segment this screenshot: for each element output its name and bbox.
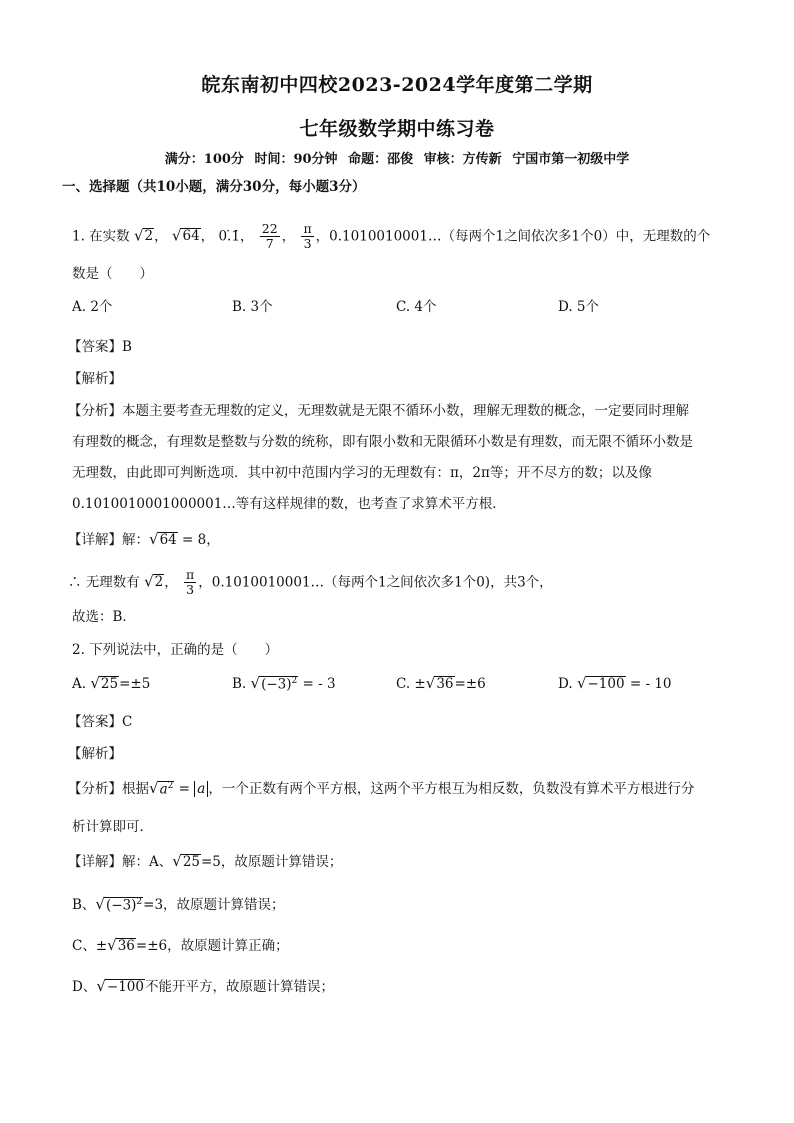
frac-num: 22 bbox=[261, 221, 278, 236]
sqrt-icon: √ bbox=[144, 572, 154, 591]
option-tail: = - 10 bbox=[629, 676, 672, 692]
q2-option-b bbox=[232, 674, 336, 692]
sqrt-icon: √ bbox=[149, 530, 159, 548]
sqrt-icon: √ bbox=[133, 226, 144, 245]
q2-detail-d bbox=[72, 975, 334, 995]
q1-option-b: B. 3个 bbox=[232, 299, 273, 315]
q2-stem: 2. 下列说法中，正确的是（ ） bbox=[72, 642, 279, 658]
frac-den: 7 bbox=[265, 236, 274, 252]
detail-prefix: 【详解】解： bbox=[68, 532, 149, 548]
sqrt-icon: √ bbox=[250, 674, 261, 692]
frac-den: 3 bbox=[186, 582, 195, 598]
radicand-text: (−3) bbox=[105, 897, 137, 913]
sqrt-icon: √ bbox=[171, 226, 182, 245]
detail-radicand: −100 bbox=[106, 979, 144, 995]
option-radicand: 25 bbox=[100, 676, 119, 692]
sqrt-icon: √ bbox=[90, 674, 100, 692]
q2-analysis-line2: 析计算即可． bbox=[72, 819, 153, 835]
q1-answer: 【答案】B bbox=[68, 339, 132, 355]
sqrt-icon: √ bbox=[107, 936, 117, 954]
option-tail: = - 3 bbox=[302, 676, 336, 692]
sqrt-icon: √ bbox=[96, 977, 106, 995]
q1-option-d: D. 5个 bbox=[558, 299, 600, 315]
q1-choose: 故选：B． bbox=[72, 609, 136, 625]
q1-repeating-decimal: 0.̇1̇ bbox=[218, 228, 240, 245]
q1-analysis-line: 有理数的概念，有理数是整数与分数的统称，即有限小数和无限循环小数是有理数，而无限不循环小数是 bbox=[72, 434, 693, 450]
analysis-abs: a bbox=[194, 781, 208, 797]
q2-answer: 【答案】C bbox=[68, 714, 133, 730]
analysis-radicand: $a^2$ bbox=[159, 780, 174, 797]
conclusion-suffix: ，0.1010010001…（每两个1之间依次多1个0)，共3个， bbox=[198, 574, 553, 591]
sqrt-icon: √ bbox=[149, 779, 159, 797]
meta-author: 命题：邵俊 bbox=[348, 152, 414, 167]
sqrt-icon: √ bbox=[172, 852, 182, 870]
meta-time: 时间：90分钟 bbox=[254, 152, 338, 167]
q2-option-c bbox=[396, 674, 486, 692]
q2-option-d bbox=[558, 674, 672, 692]
q1-option-a: A. 2个 bbox=[72, 299, 113, 315]
q1-suffix: ，0.1010010001…（每两个1之间依次多1个0）中，无理数的个 bbox=[315, 228, 711, 245]
sqrt-icon: √ bbox=[95, 895, 105, 913]
exam-subtitle: 七年级数学期中练习卷 bbox=[299, 118, 495, 140]
section-heading: 一、选择题（共10小题，满分30分，每小题3分） bbox=[62, 179, 366, 195]
detail-radicand: 25 bbox=[182, 854, 200, 870]
sqrt-icon: √ bbox=[425, 674, 436, 692]
analysis-suffix: ，一个正数有两个平方根，这两个平方根互为相反数，负数没有算术平方根进行分 bbox=[208, 781, 695, 797]
q1-conclusion: ∴ 无理数有 √2， $\frac{\pi}{3}$ ，0.1010010001…（每两个1之间依次多1个0)，共3个， bbox=[68, 567, 553, 598]
option-label: B. bbox=[232, 676, 247, 692]
meta-score: 满分：100分 bbox=[164, 152, 244, 167]
frac-num: π bbox=[186, 567, 195, 582]
q2-detail-c bbox=[72, 934, 289, 954]
option-radicand: −100 bbox=[587, 676, 625, 692]
q1-prefix: 1. 在实数 bbox=[72, 228, 130, 245]
meta-school: 宁国市第一初级中学 bbox=[512, 152, 630, 167]
radicand-text: a bbox=[159, 781, 168, 797]
detail-prefix: D、 bbox=[72, 979, 97, 995]
radicand-text: (−3) bbox=[261, 676, 292, 692]
sqrt-icon: √ bbox=[576, 674, 587, 692]
detail-prefix: C、± bbox=[72, 938, 108, 954]
q1-analysis-line: 【分析】本题主要考查无理数的定义，无理数就是无限不循环小数，理解无理数的概念，一定要同时理解 bbox=[68, 403, 689, 419]
q1-frac-22-7 bbox=[260, 222, 280, 252]
q1-option-c: C. 4个 bbox=[396, 299, 437, 315]
exam-title: 皖东南初中四校2023-2024学年度第二学期 bbox=[201, 74, 593, 96]
q2-analysis-label: 【解析】 bbox=[68, 746, 122, 762]
detail-radicand: 36 bbox=[117, 938, 135, 954]
option-label: A. bbox=[72, 676, 87, 692]
option-tail: =±6 bbox=[454, 676, 486, 692]
option-label: D. bbox=[558, 676, 573, 692]
conclusion-frac-pi-3 bbox=[184, 568, 196, 598]
q2-option-a bbox=[72, 674, 150, 692]
meta-reviewer: 审核：方传新 bbox=[423, 152, 502, 167]
option-label: C. ± bbox=[396, 676, 426, 692]
detail-tail: =5，故原题计算错误； bbox=[201, 854, 343, 870]
detail-prefix: B、 bbox=[72, 897, 96, 913]
option-radicand: 36 bbox=[436, 676, 454, 692]
detail-radicand: $(-3)^2$ bbox=[105, 896, 143, 913]
detail-result: = 8， bbox=[182, 532, 220, 548]
conclusion-radicand: 2 bbox=[154, 574, 164, 591]
option-radicand: $(-3)^2$ bbox=[261, 675, 298, 692]
q1-sqrt2: 2 bbox=[144, 228, 154, 245]
detail-tail: 不能开平方，故原题计算错误； bbox=[144, 979, 334, 995]
q2-detail-b bbox=[72, 893, 285, 913]
q1-stem: 1. 在实数 √2， √64， 0.̇1̇， $\frac{22}{7}$ ， $\frac{\pi}{3}$ ，0.1010010001…（每两个1之间依次多1个0）中，无理数的个 bbox=[72, 221, 711, 252]
q1-sqrt64: 64 bbox=[182, 228, 200, 245]
q1-frac-pi-3 bbox=[301, 222, 313, 252]
q1-analysis-line: 无理数，由此即可判断选项．其中初中范围内学习的无理数有：π，2π等；开不尽方的数；以及像 bbox=[72, 465, 652, 481]
q1-analysis-label: 【解析】 bbox=[68, 371, 122, 387]
frac-den: 3 bbox=[303, 236, 312, 252]
detail-tail: =±6，故原题计算正确； bbox=[135, 938, 289, 954]
q1-analysis-line: 0.1010010001000001…等有这样规律的数，也考查了求算术平方根． bbox=[72, 496, 506, 512]
detail-radicand: 64 bbox=[159, 532, 177, 548]
option-tail: =±5 bbox=[119, 676, 151, 692]
q1-stem-line2: 数是（ ） bbox=[72, 266, 153, 282]
analysis-eq: = bbox=[178, 781, 190, 797]
conclusion-prefix: ∴ 无理数有 bbox=[68, 574, 140, 591]
exam-meta bbox=[0, 148, 794, 167]
q1-detail bbox=[68, 528, 220, 548]
detail-prefix: 【详解】解：A、 bbox=[68, 854, 173, 870]
analysis-prefix: 【分析】根据 bbox=[68, 781, 149, 797]
q2-detail-a bbox=[68, 850, 342, 870]
detail-tail: =3，故原题计算错误； bbox=[143, 897, 285, 913]
q2-analysis bbox=[68, 777, 694, 797]
frac-num: π bbox=[303, 221, 312, 236]
